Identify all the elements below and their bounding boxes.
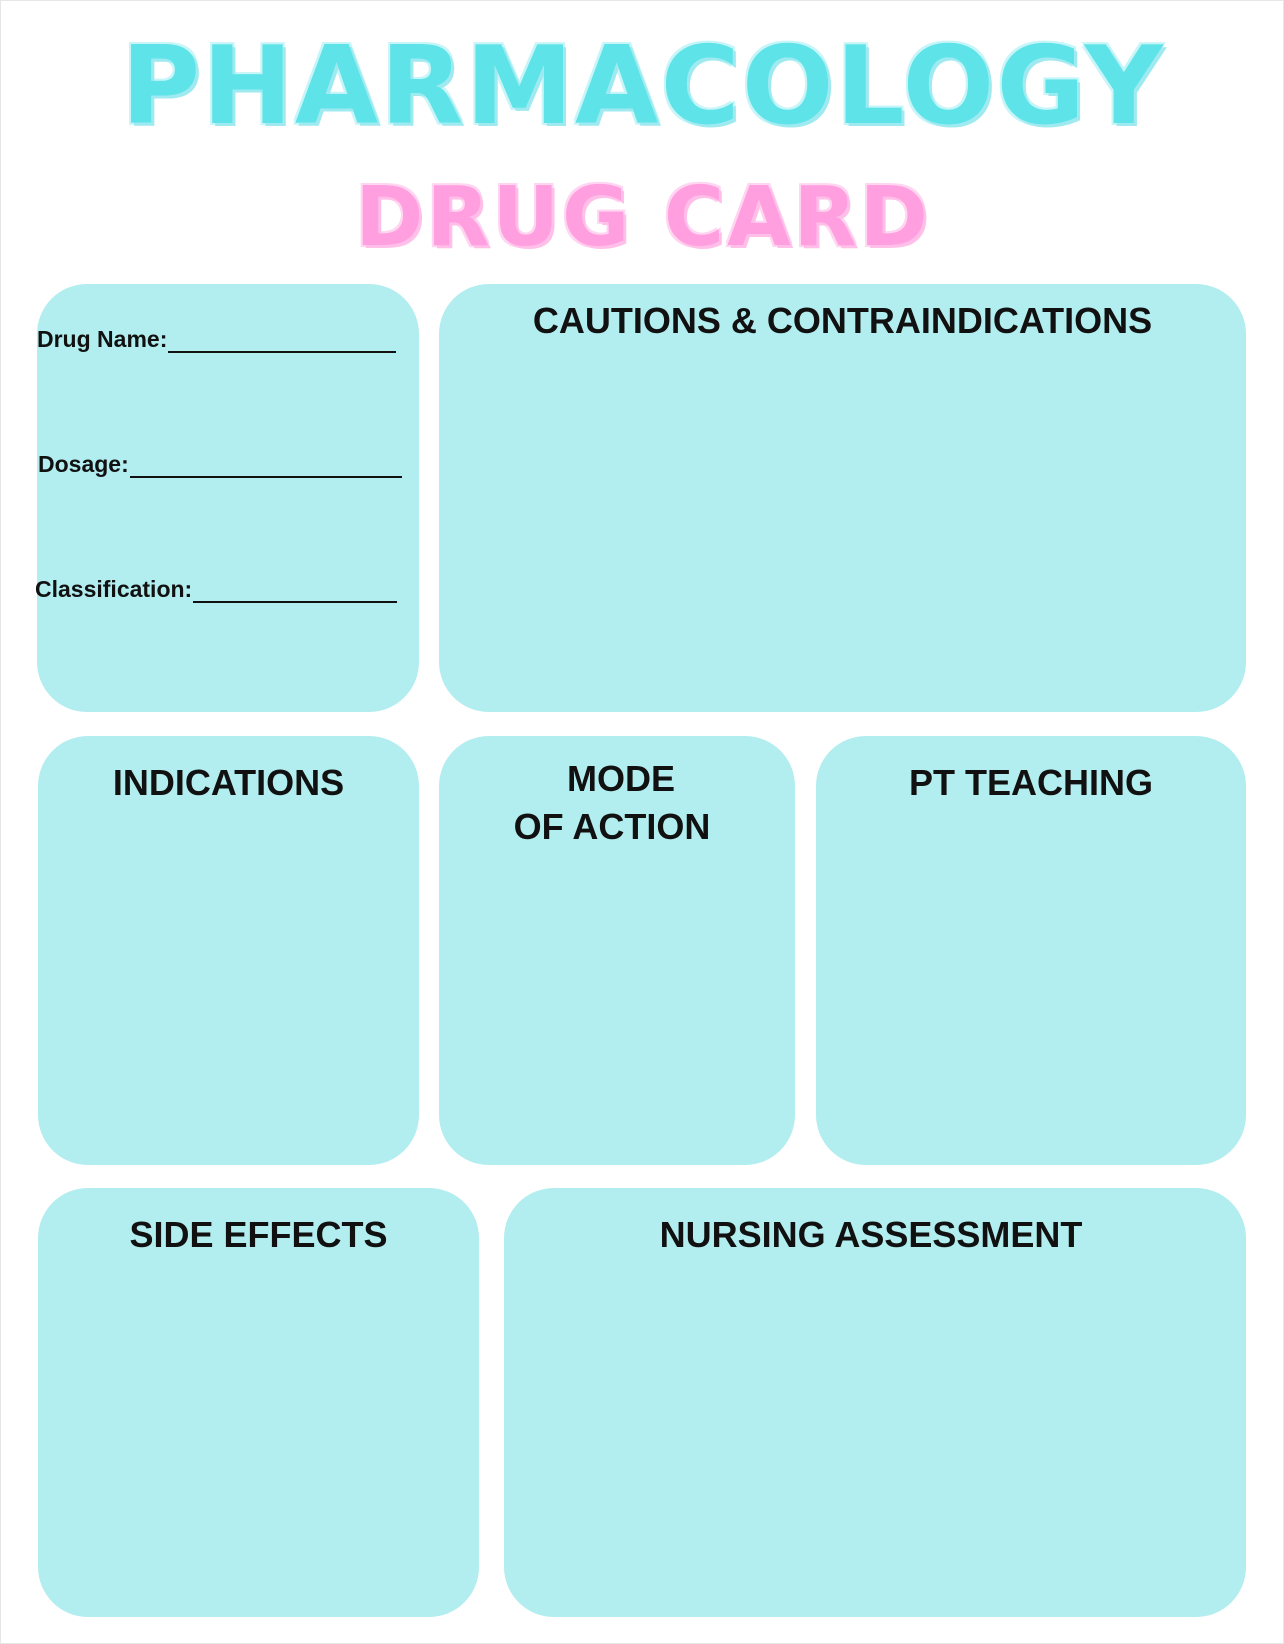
dosage-label: Dosage:	[38, 451, 129, 477]
indications-box[interactable]	[38, 736, 419, 1165]
classification-line[interactable]	[193, 579, 397, 603]
nursing-assessment-heading: NURSING ASSESSMENT	[659, 1214, 1083, 1255]
indications-heading: INDICATIONS	[112, 762, 345, 803]
drug-info-box	[37, 284, 419, 712]
side-effects-box[interactable]	[38, 1188, 479, 1617]
side-effects-heading: SIDE EFFECTS	[129, 1214, 388, 1255]
pt-teaching-box[interactable]	[816, 736, 1246, 1165]
dosage-line[interactable]	[130, 454, 402, 478]
page-subtitle: DRUG CARD	[355, 170, 931, 265]
mode-heading-line1: MODE	[567, 758, 675, 799]
drug-name-line[interactable]	[168, 329, 396, 353]
cautions-box[interactable]	[439, 284, 1246, 712]
mode-of-action-box[interactable]	[439, 736, 795, 1165]
mode-heading-line2: OF ACTION	[513, 806, 711, 847]
dosage-field[interactable]	[38, 451, 402, 478]
nursing-assessment-box[interactable]	[504, 1188, 1246, 1617]
drug-name-field[interactable]	[37, 326, 396, 353]
classification-field[interactable]	[35, 576, 397, 603]
cautions-heading: CAUTIONS & CONTRAINDICATIONS	[532, 300, 1153, 341]
classification-label: Classification:	[35, 576, 193, 602]
pt-teaching-heading: PT TEACHING	[908, 762, 1153, 803]
drug-card-page	[1, 1, 1283, 1643]
page-title: PHARMACOLOGY	[121, 24, 1165, 149]
drug-name-label: Drug Name:	[37, 326, 168, 352]
